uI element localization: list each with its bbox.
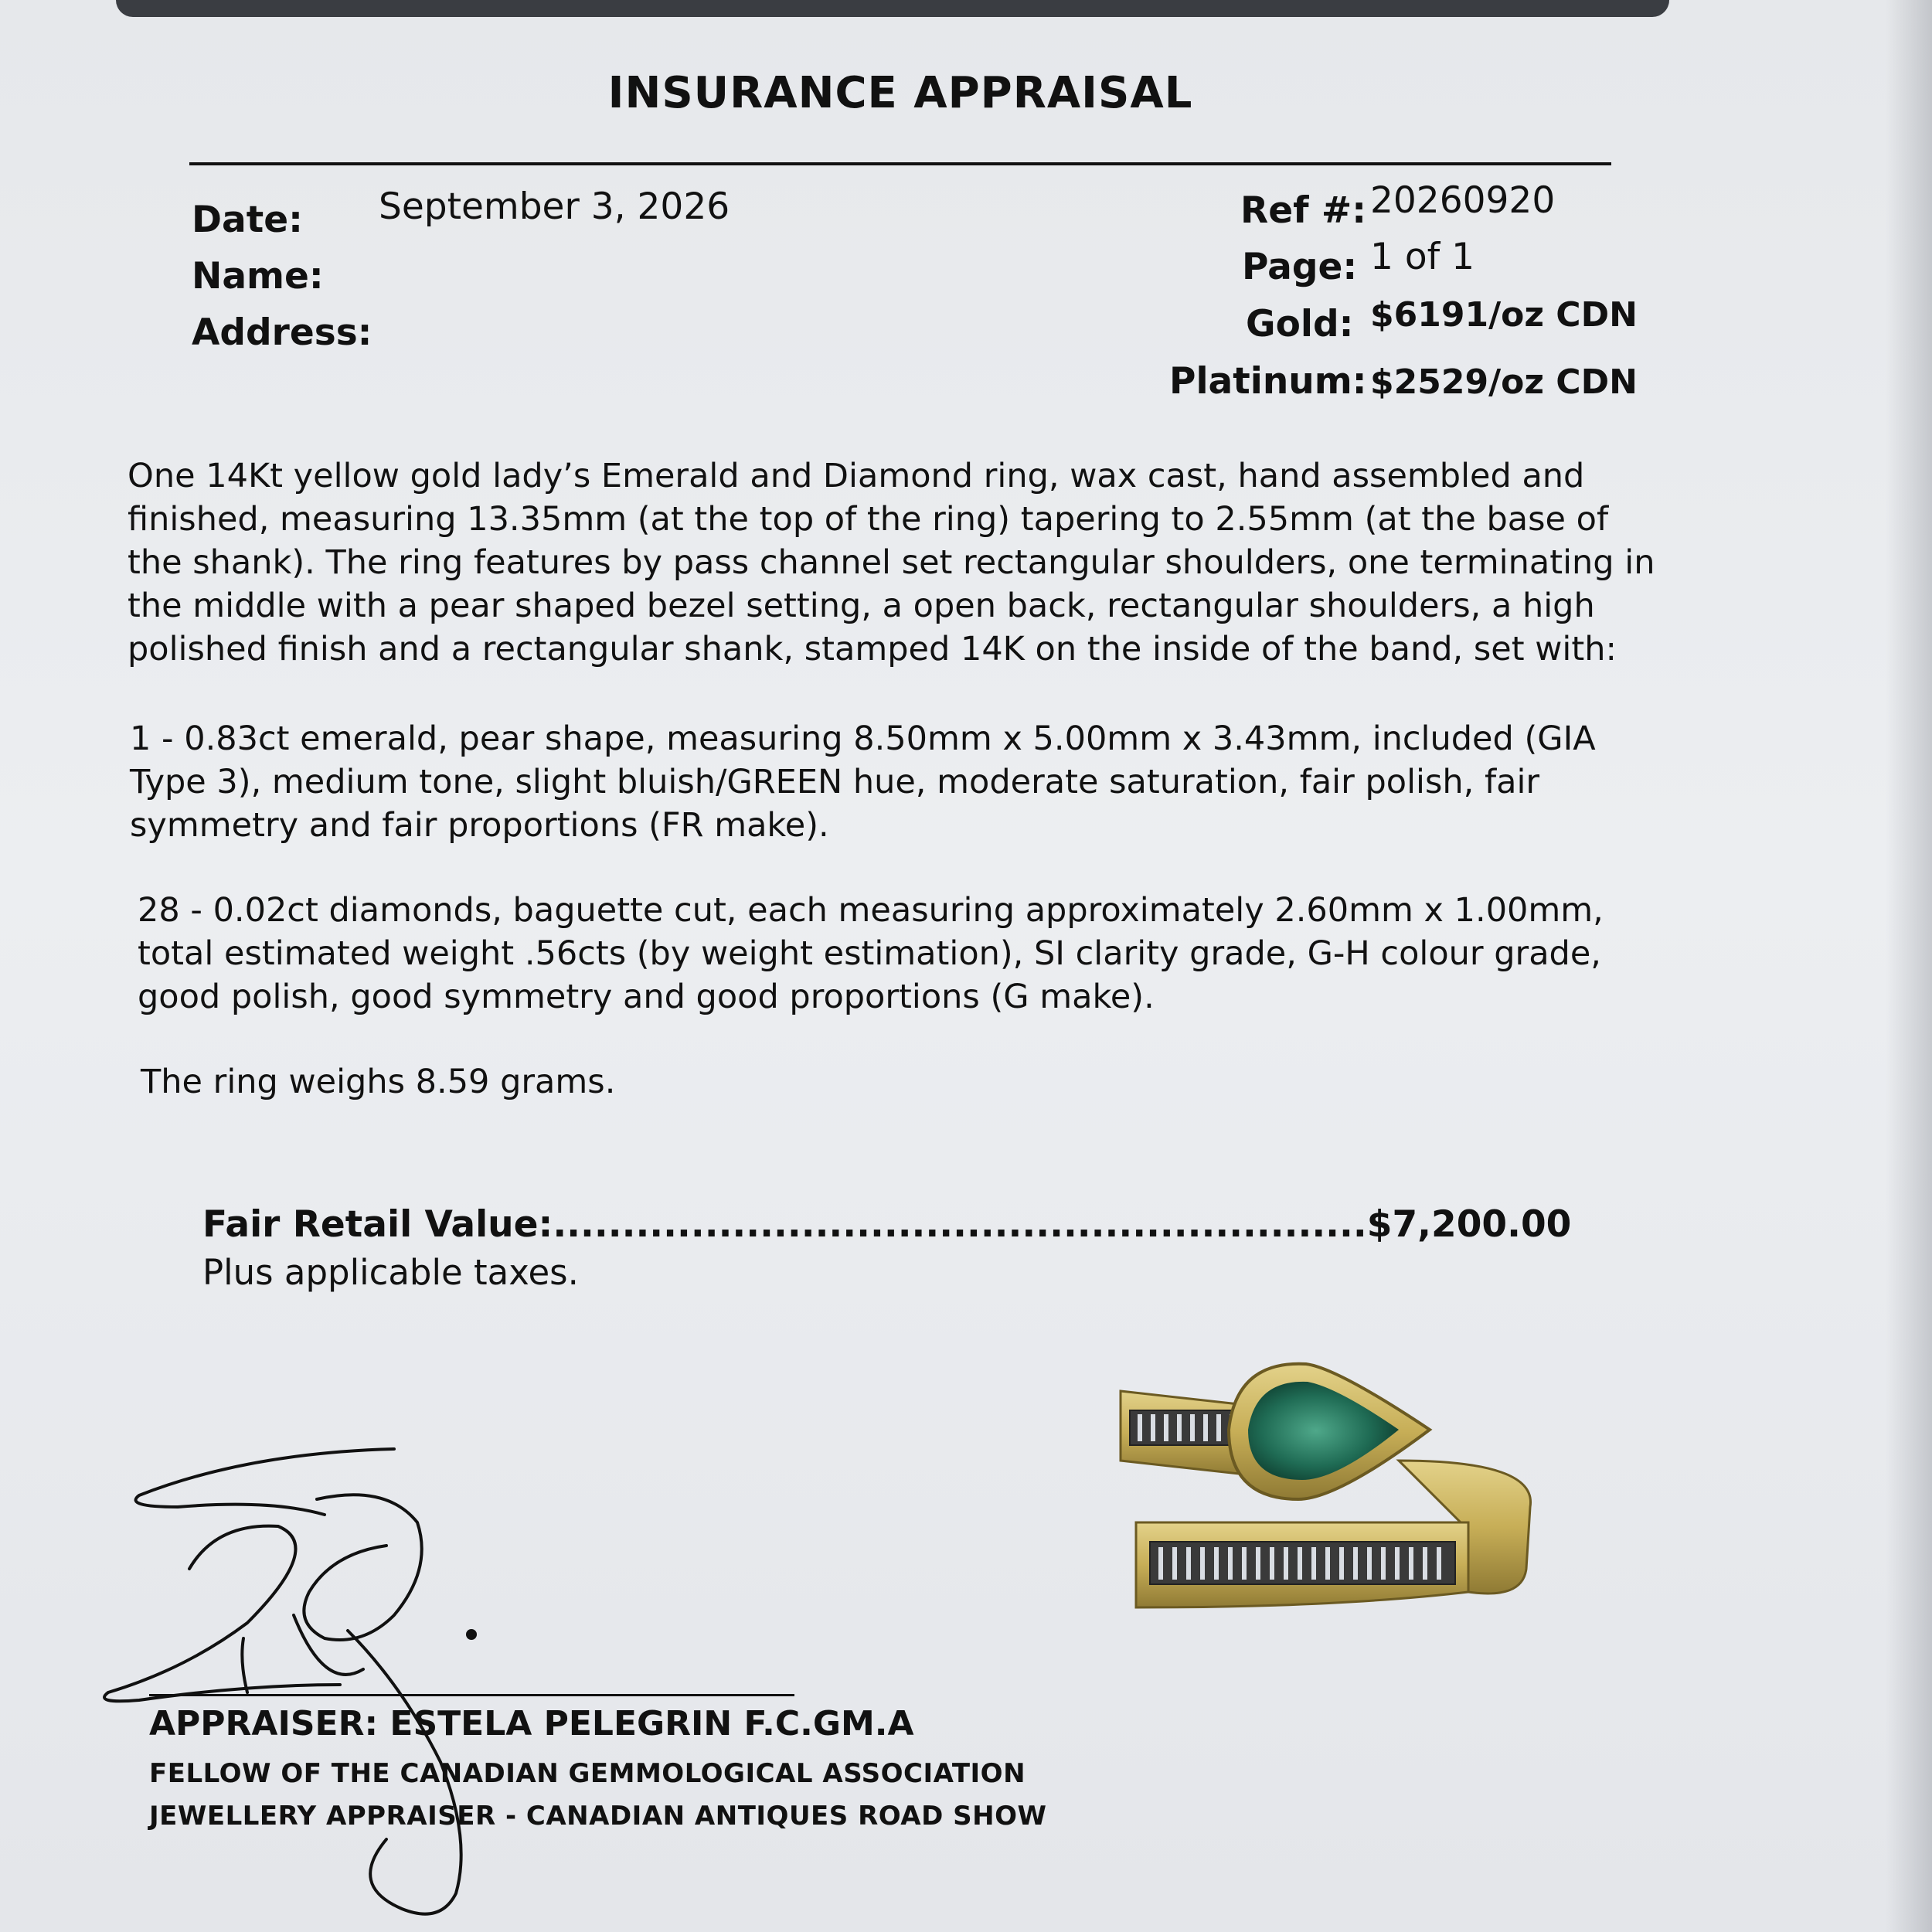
address-label: Address: [192,311,372,354]
background-shadow [116,0,1669,17]
title-rule [189,162,1611,165]
fair-retail-amount: $7,200.00 [1366,1203,1572,1246]
ring-photo [1105,1345,1553,1638]
emerald-description: 1 - 0.83ct emerald, pear shape, measuring 8.50mm x 5.00mm x 3.43mm, included (GIA Type 3), medium tone, slight bluish/GREEN hue, moderate saturation, fair polish, fair symmetry and fair proportions (FR make). [130,719,1596,845]
platinum-value: $2529/oz CDN [1370,362,1638,402]
diamonds-description: 28 - 0.02ct diamonds, baguette cut, each measuring approximately 2.60mm x 1.00mm, total estimated weight .56cts (by weight estimation), SI clarity grade, G-H colour grade, good polish, good symmetry and good proportions (G make). [138,891,1604,1016]
date-value: September 3, 2026 [379,185,730,228]
ring-description: One 14Kt yellow gold lady’s Emerald and Diamond ring, wax cast, hand assembled and finished, measuring 13.35mm (at the top of the ring) tapering to 2.55mm (at the base of the shank). The ring features by pass channel set rectangular shoulders, one terminating in the middle with a pear shaped bezel setting, a open back, rectangular shoulders, a high polished finish and a rectangular shank, stamped 14K on the inside of the band, set with: [128,457,1655,668]
name-label: Name: [192,255,324,298]
page-value: 1 of 1 [1370,236,1475,278]
gold-label: Gold: [1246,303,1354,345]
date-label: Date: [192,199,303,241]
appraiser-credential: FELLOW OF THE CANADIAN GEMMOLOGICAL ASSOCIATION [149,1758,1026,1789]
taxes-note: Plus applicable taxes. [202,1252,579,1293]
fair-retail-leader: ........................................................... [553,1203,1367,1246]
page-label: Page: [1242,246,1358,288]
ref-label: Ref #: [1240,189,1367,232]
fair-retail-value [202,1203,1571,1246]
appraiser-title: JEWELLERY APPRAISER - CANADIAN ANTIQUES ROAD SHOW [149,1801,1047,1832]
document-title: INSURANCE APPRAISAL [607,68,1193,118]
gold-value: $6191/oz CDN [1370,295,1638,335]
paper-edge [1886,0,1932,1932]
ring-weight: The ring weighs 8.59 grams. [141,1063,616,1101]
platinum-label: Platinum: [1169,360,1367,403]
fair-retail-label: Fair Retail Value: [202,1203,553,1246]
appraiser-name: APPRAISER: ESTELA PELEGRIN F.C.GM.A [149,1704,914,1743]
ref-value: 20260920 [1370,179,1556,222]
signature-line [149,1694,794,1696]
appraiser-signature [93,1437,634,1932]
